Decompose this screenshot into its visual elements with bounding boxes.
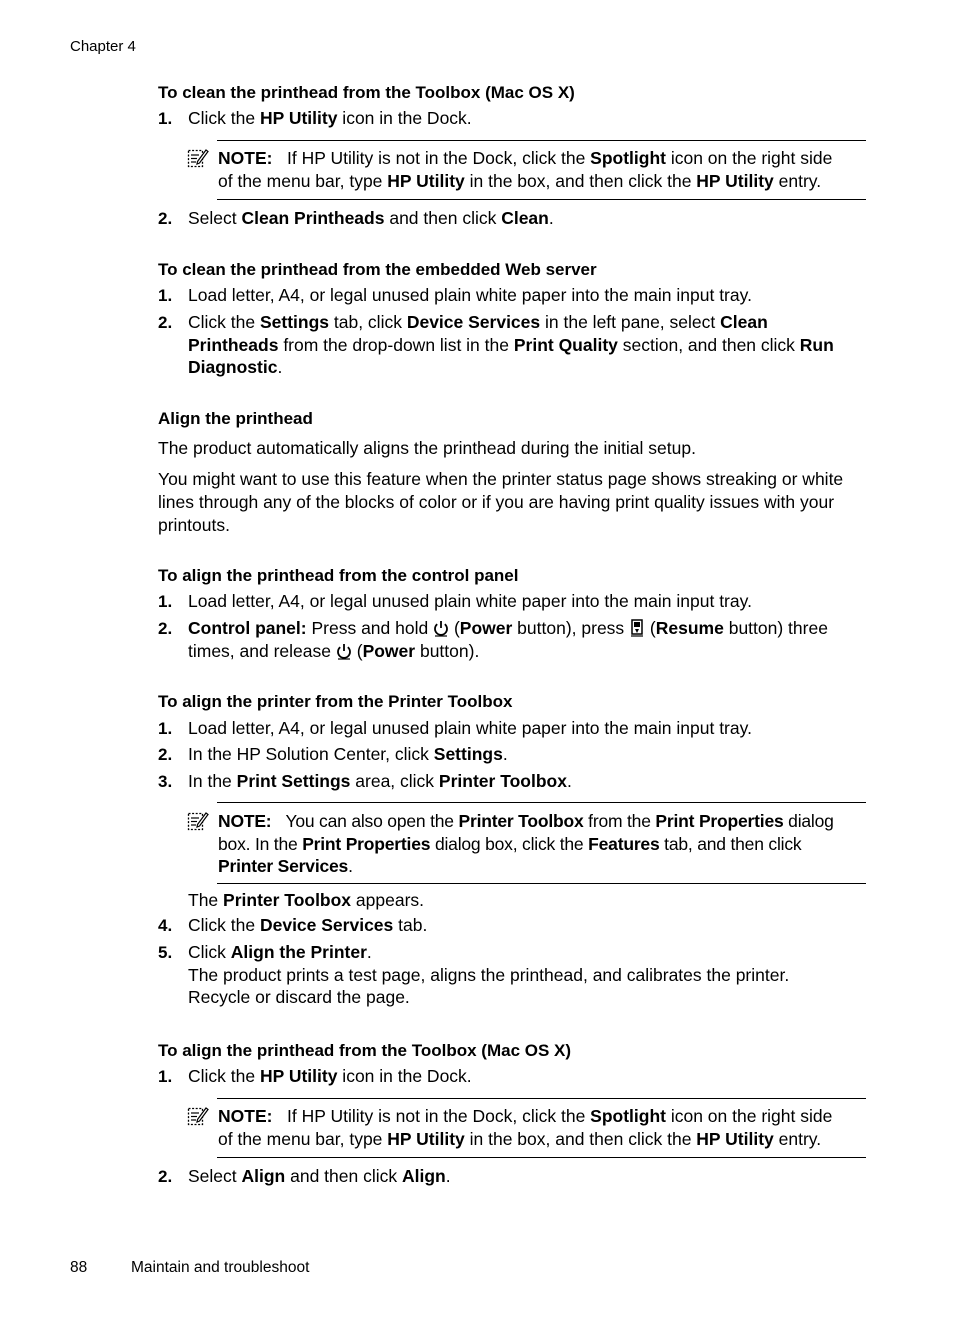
step-text: Click the HP Utility icon in the Dock. — [188, 1066, 472, 1086]
note-text: NOTE: If HP Utility is not in the Dock, click the Spotlight icon on the right side of the menu bar, type HP Utility in the box, and then click the HP Utility entry. — [218, 148, 833, 191]
step-number: 5. — [158, 943, 173, 962]
step-number: 2. — [158, 209, 173, 228]
step-text: Load letter, A4, or legal unused plain white paper into the main input tray. — [188, 718, 752, 738]
step-text: Click the Settings tab, click Device Services in the left pane, select Clean Printheads from the drop-down list in the Print Quality section, and then click Run Diagnostic. — [188, 312, 834, 377]
section-heading: To clean the printhead from the Toolbox (Mac OS X) — [158, 83, 575, 102]
note-icon — [187, 1105, 209, 1127]
note-top-rule — [217, 802, 866, 803]
step-text: In the Print Settings area, click Printer Toolbox. — [188, 771, 572, 791]
step-text: In the HP Solution Center, click Settings. — [188, 744, 508, 764]
step-number: 1. — [158, 109, 173, 128]
step-number: 1. — [158, 719, 173, 738]
step-text: Control panel: Press and hold (Power button), press (Resume button) three times, and release (Power button). — [188, 618, 828, 661]
step-number: 4. — [158, 916, 173, 935]
step-text: Click Align the Printer. The product prints a test page, aligns the printhead, and calibrates the printer. Recycle or discard the page. — [188, 942, 790, 1007]
step-text: Click the Device Services tab. — [188, 915, 428, 935]
footer-section: Maintain and troubleshoot — [131, 1259, 310, 1276]
step-number: 2. — [158, 1167, 173, 1186]
note-bottom-rule — [217, 199, 866, 200]
step-text: Load letter, A4, or legal unused plain white paper into the main input tray. — [188, 591, 752, 611]
paragraph: The product automatically aligns the printhead during the initial setup. — [158, 438, 696, 458]
step-number: 1. — [158, 286, 173, 305]
power-icon — [433, 619, 449, 637]
step-text: Select Align and then click Align. — [188, 1166, 451, 1186]
note-bottom-rule — [217, 883, 866, 884]
resume-icon — [629, 619, 645, 637]
note-icon — [187, 147, 209, 169]
note-text: NOTE: If HP Utility is not in the Dock, click the Spotlight icon on the right side of the menu bar, type HP Utility in the box, and then click the HP Utility entry. — [218, 1106, 833, 1149]
step-number: 1. — [158, 1067, 173, 1086]
paragraph: You might want to use this feature when the printer status page shows streaking or white lines through any of the blocks of color or if you are having print quality issues with your printouts. — [158, 469, 844, 535]
note-top-rule — [217, 1098, 866, 1099]
page-number: 88 — [70, 1259, 88, 1276]
step-number: 2. — [158, 745, 173, 764]
step-text: Click the HP Utility icon in the Dock. — [188, 108, 472, 128]
note-text: NOTE: You can also open the Printer Toolbox from the Print Properties dialog box. In the Print Properties dialog box, click the Features tab, and then click Printer Services. — [218, 811, 834, 876]
section-heading: Align the printhead — [158, 409, 313, 428]
step-number: 3. — [158, 772, 173, 791]
note-icon — [187, 810, 209, 832]
step-number: 2. — [158, 313, 173, 332]
step-number: 2. — [158, 619, 173, 638]
section-heading: To align the printhead from the Toolbox (Mac OS X) — [158, 1041, 572, 1060]
section-heading: To clean the printhead from the embedded Web server — [158, 260, 597, 279]
step-text: Select Clean Printheads and then click Clean. — [188, 208, 554, 228]
step-text: The Printer Toolbox appears. — [188, 890, 425, 910]
section-heading: To align the printhead from the control panel — [158, 566, 519, 585]
note-top-rule — [217, 140, 866, 141]
step-text: Load letter, A4, or legal unused plain white paper into the main input tray. — [188, 285, 752, 305]
power-icon — [336, 642, 352, 660]
section-heading: To align the printer from the Printer Toolbox — [158, 692, 513, 711]
chapter-header: Chapter 4 — [70, 38, 136, 55]
step-number: 1. — [158, 592, 173, 611]
note-bottom-rule — [217, 1157, 866, 1158]
